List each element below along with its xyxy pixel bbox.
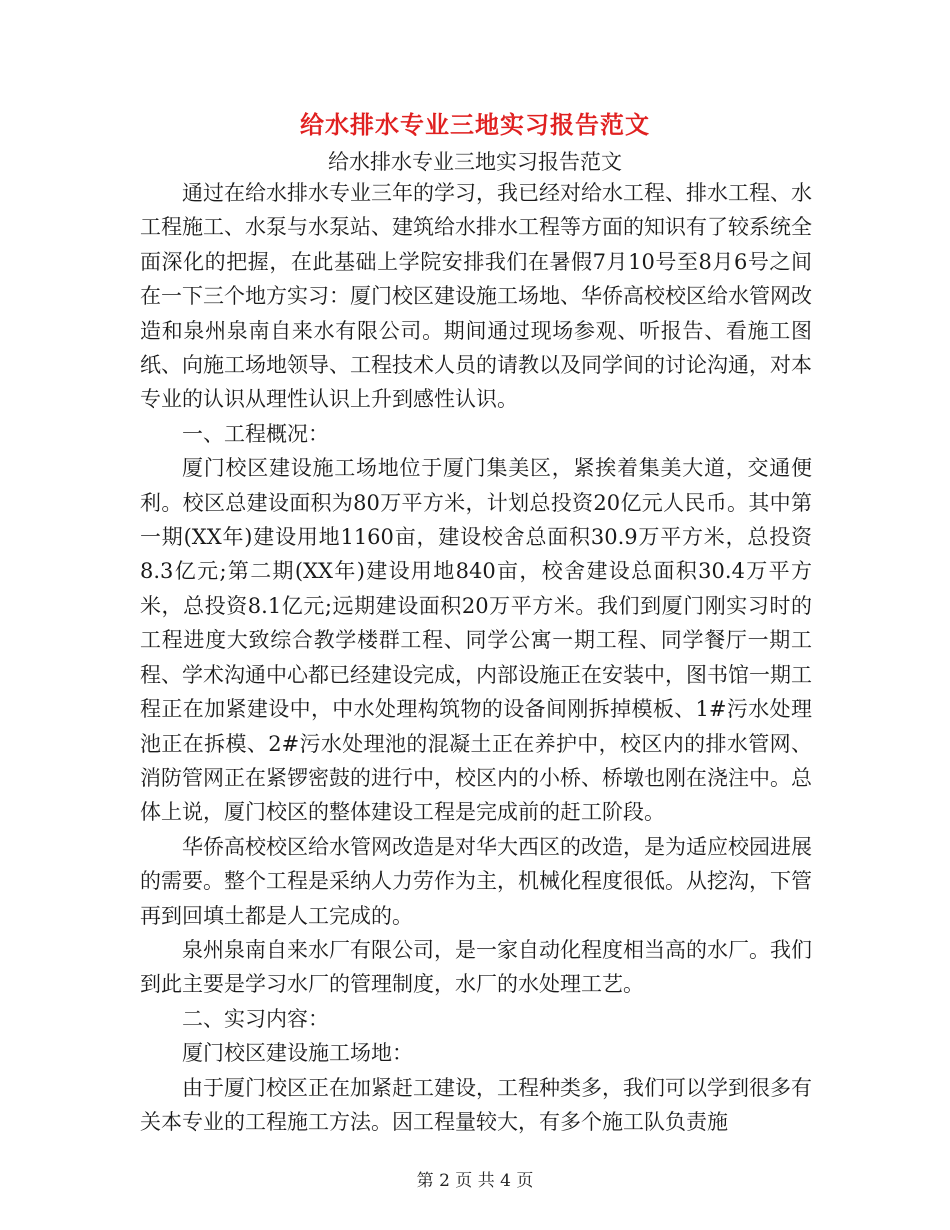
heading-project-overview: 一、工程概况：: [182, 421, 329, 446]
page-footer: 第 2 页 共 4 页: [416, 1171, 534, 1191]
document-title: 给水排水专业三地实习报告范文: [300, 111, 650, 139]
document-body: [140, 176, 812, 1139]
heading-internship-content: 二、实习内容：: [182, 1006, 329, 1031]
document-subtitle: 给水排水专业三地实习报告范文: [328, 150, 622, 174]
paragraph-quannan-water: 泉州泉南自来水厂有限公司，是一家自动化程度相当高的水厂。我们到此主要是学习水厂的管理制度，水厂的水处理工艺。: [140, 937, 812, 997]
paragraph-intro: 通过在给水排水专业三年的学习，我已经对给水工程、排水工程、水工程施工、水泵与水泵站、建筑给水排水工程等方面的知识有了较系统全面深化的把握，在此基础上学院安排我们在暑假7月10号至8月6号之间在一下三个地方实习：厦门校区建设施工场地、华侨高校校区给水管网改造和泉州泉南自来水有限公司。期间通过现场参观、听报告、看施工图纸、向施工场地领导、工程技术人员的请教以及同学间的讨论沟通，对本专业的认识从理性认识上升到感性认识。: [140, 181, 812, 412]
paragraph-xiamen-site: 厦门校区建设施工场地位于厦门集美区，紧挨着集美大道，交通便利。校区总建设面积为80万平方米，计划总投资20亿元人民币。其中第一期(XX年)建设用地1160亩，建设校舍总面积30.9万平方米，总投资8.3亿元;第二期(XX年)建设用地840亩，校舍建设总面积30.4万平方米，总投资8.1亿元;远期建设面积20万平方米。我们到厦门刚实习时的工程进度大致综合教学楼群工程、同学公寓一期工程、同学餐厅一期工程、学术沟通中心都已经建设完成，内部设施正在安装中，图书馆一期工程正在加紧建设中，中水处理构筑物的设备间刚拆掉模板、1#污水处理池正在拆模、2#污水处理池的混凝土正在养护中，校区内的排水管网、消防管网正在紧锣密鼓的进行中，校区内的小桥、桥墩也刚在浇注中。总体上说，厦门校区的整体建设工程是完成前的赶工阶段。: [140, 456, 812, 825]
paragraph-xiamen-construction: 由于厦门校区正在加紧赶工建设，工程种类多，我们可以学到很多有关本专业的工程施工方法。因工程量较大，有多个施工队负责施: [140, 1075, 812, 1134]
subheading-xiamen-site: 厦门校区建设施工场地：: [182, 1041, 413, 1066]
paragraph-huaqiao-network: 华侨高校校区给水管网改造是对华大西区的改造，是为适应校园进展的需要。整个工程是采纳人力劳作为主，机械化程度很低。从挖沟，下管再到回填土都是人工完成的。: [140, 834, 812, 928]
